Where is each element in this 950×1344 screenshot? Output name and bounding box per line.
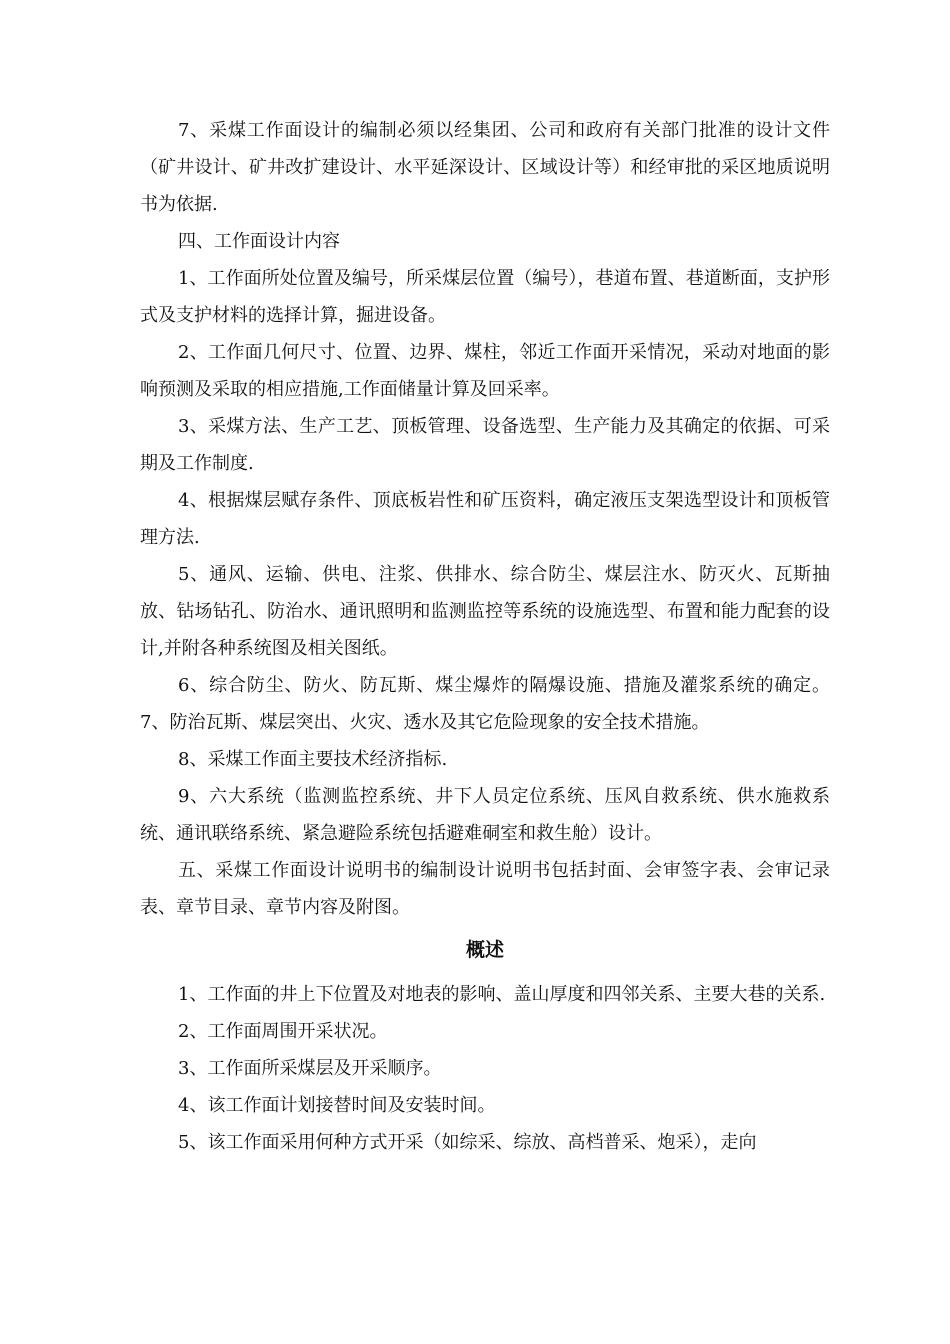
paragraph-design-basis: 7、采煤工作面设计的编制必须以经集团、公司和政府有关部门批准的设计文件（矿井设计、矿井改扩建设计、水平延深设计、区域设计等）和经审批的采区地质说明书为依据.	[140, 120, 830, 215]
overview-item-3: 3、工作面所采煤层及开采顺序。	[178, 1058, 442, 1079]
overview-item-4: 4、该工作面计划接替时间及安装时间。	[178, 1095, 496, 1116]
paragraph-item-3: 3、采煤方法、生产工艺、顶板管理、设备选型、生产能力及其确定的依据、可采期及工作制度.	[140, 416, 830, 474]
section-heading-design-content: 四、工作面设计内容	[178, 231, 340, 252]
paragraph-item-2: 2、工作面几何尺寸、位置、边界、煤柱，邻近工作面开采情况，采动对地面的影响预测及采取的相应措施,工作面储量计算及回采率。	[140, 342, 830, 400]
overview-section	[140, 976, 830, 1161]
overview-item-5: 5、该工作面采用何种方式开采（如综采、综放、高档普采、炮采），走向	[178, 1132, 757, 1153]
paragraph-item-8: 8、采煤工作面主要技术经济指标.	[178, 749, 448, 770]
document-page	[140, 112, 830, 1161]
paragraph-item-4: 4、根据煤层赋存条件、顶底板岩性和矿压资料，确定液压支架选型设计和顶板管理方法.	[140, 490, 830, 548]
paragraph-item-1: 1、工作面所处位置及编号，所采煤层位置（编号），巷道布置、巷道断面，支护形式及支护材料的选择计算，掘进设备。	[140, 268, 830, 326]
paragraph-item-5: 5、通风、运输、供电、注浆、供排水、综合防尘、煤层注水、防灭火、瓦斯抽放、钻场钻孔、防治水、通讯照明和监测监控等系统的设施选型、布置和能力配套的设计,并附各种系统图及相关图纸。	[140, 564, 830, 659]
overview-item-1: 1、工作面的井上下位置及对地表的影响、盖山厚度和四邻关系、主要大巷的关系.	[178, 984, 826, 1005]
paragraph-item-6-7: 6、综合防尘、防火、防瓦斯、煤尘爆炸的隔爆设施、措施及灌浆系统的确定。7、防治瓦斯、煤层突出、火灾、透水及其它危险现象的安全技术措施。	[140, 675, 830, 733]
paragraph-section-five: 五、采煤工作面设计说明书的编制设计说明书包括封面、会审签字表、会审记录表、章节目录、章节内容及附图。	[140, 860, 830, 918]
overview-item-2: 2、工作面周围开采状况。	[178, 1021, 388, 1042]
paragraph-item-9: 9、六大系统（监测监控系统、井下人员定位系统、压风自救系统、供水施救系统、通讯联络系统、紧急避险系统包括避难硐室和救生舱）设计。	[140, 786, 830, 844]
overview-heading: 概述	[465, 939, 504, 961]
design-content-section	[140, 112, 830, 926]
